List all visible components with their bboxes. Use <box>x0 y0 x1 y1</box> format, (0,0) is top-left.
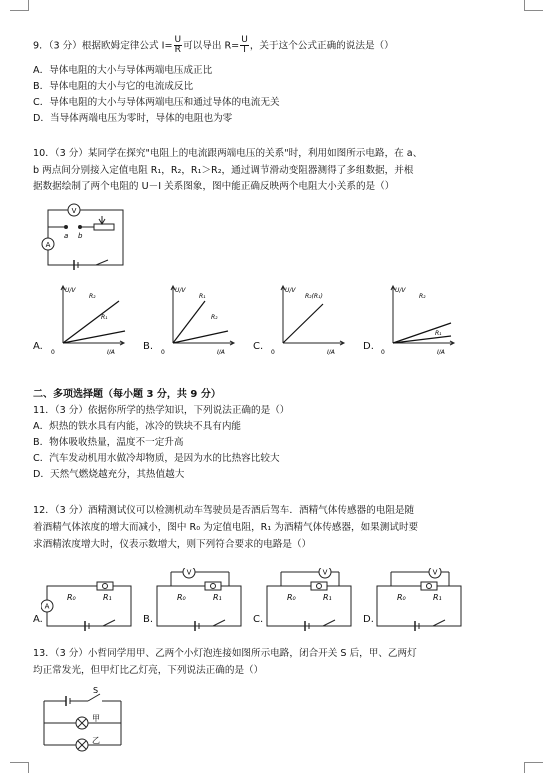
resistor-label: R₁ <box>103 593 112 602</box>
resistor-label: R₀ <box>397 593 406 602</box>
q12-circuit-diagram <box>41 568 137 632</box>
q9-fraction-u-over-r <box>174 36 183 55</box>
resistor-label: R₁ <box>213 593 222 602</box>
q10-point-b: b <box>78 232 83 240</box>
q10-graph-option-label[interactable]: D. <box>363 341 374 352</box>
q13-circuit-diagram <box>36 683 131 763</box>
q9-fraction-u-over-i <box>240 36 249 55</box>
q10-graph-option-label[interactable]: B. <box>143 341 154 352</box>
q12-circuit-diagram <box>371 568 467 632</box>
q10-graph-option-label[interactable]: A. <box>33 341 43 352</box>
q13-lamp-yi-label: 乙 <box>92 736 100 745</box>
graph-origin-label: 0 <box>161 349 165 355</box>
q9-frac2-den: I <box>243 45 246 55</box>
q11-option-c[interactable]: C．汽车发动机用水做冷却物质，是因为水的比热容比较大 <box>33 453 280 464</box>
graph-origin-label: 0 <box>381 349 385 355</box>
graph-y-label: U/V <box>285 287 296 294</box>
q9-stem-c: ，关于这个公式正确的说法是（） <box>249 40 394 52</box>
q10-ui-graph <box>269 283 349 355</box>
graph-y-label: U/V <box>395 287 406 294</box>
graph-line-label-top: R₁ <box>199 293 206 300</box>
meter-label: V <box>186 568 192 577</box>
meter-label: V <box>322 568 328 577</box>
q12-circuit-option-label[interactable]: C. <box>253 614 264 625</box>
q12-circuit-diagram <box>261 568 357 632</box>
q10-ammeter-label: A <box>45 241 51 249</box>
graph-line-label-bottom: R₂ <box>211 314 218 321</box>
q13-switch-label: S <box>93 686 99 695</box>
q10-ui-graph <box>159 283 239 355</box>
graph-line-label-top: R₂ <box>419 293 426 300</box>
crop-mark-top-right <box>524 0 543 11</box>
resistor-label: R₀ <box>287 593 296 602</box>
graph-line-label-bottom: R₁ <box>101 314 108 321</box>
q12-circuit-option-label[interactable]: D. <box>363 614 374 625</box>
graph-origin-label: 0 <box>51 349 55 355</box>
resistor-label: R₀ <box>177 593 186 602</box>
graph-y-label: U/V <box>175 287 186 294</box>
q9-stem <box>33 36 394 55</box>
q9-option-a[interactable]: A．导体电阻的大小与导体两端电压成正比 <box>33 65 213 76</box>
q9-frac1-den: R <box>174 45 181 55</box>
q13-lamp-jia-label: 甲 <box>92 714 100 723</box>
q13-stem-line-1: 13．（3 分）小哲同学用甲、乙两个小灯泡连接如图所示电路，闭合开关 S 后，甲、乙两灯 <box>33 648 417 659</box>
resistor-label: R₁ <box>323 593 332 602</box>
graph-line-label-top: R₂(R₁) <box>305 293 323 300</box>
q12-stem-line-2: 着酒精气体浓度的增大而减小，图中 R₀ 为定值电阻，R₁ 为酒精气体传感器，如果测试时要 <box>33 522 419 533</box>
q10-stem-line-2: b 两点间分别接入定值电阻 R₁，R₂，R₁＞R₂，通过调节滑动变阻器测得了多组数据，并根 <box>33 165 414 176</box>
graph-x-label: I/A <box>217 349 225 355</box>
q12-circuit-option-label[interactable]: A. <box>33 614 43 625</box>
q9-stem-b: 可以导出 R= <box>183 40 240 52</box>
meter-label: V <box>432 568 438 577</box>
q11-option-d[interactable]: D．天然气燃烧越充分，其热值越大 <box>33 469 185 480</box>
q9-option-d[interactable]: D．当导体两端电压为零时，导体的电阻也为零 <box>33 113 233 124</box>
q12-circuit-diagram <box>151 568 247 632</box>
q9-option-c[interactable]: C．导体电阻的大小与导体两端电压和通过导体的电流无关 <box>33 97 280 108</box>
q10-circuit-diagram <box>36 200 131 272</box>
q10-graph-option-label[interactable]: C. <box>253 341 264 352</box>
q9-stem-a: 9．（3 分）根据欧姆定律公式 I= <box>33 40 173 52</box>
q9-option-b[interactable]: B．导体电阻的大小与它的电流成反比 <box>33 81 194 92</box>
resistor-label: R₁ <box>433 593 442 602</box>
resistor-label: R₀ <box>67 593 76 602</box>
graph-x-label: I/A <box>327 349 335 355</box>
section-2-title: 二、多项选择题（每小题 3 分，共 9 分） <box>33 389 221 400</box>
q10-stem-line-1: 10．（3 分）某同学在探究"电阻上的电流跟两端电压的关系"时，利用如图所示电路，在 a、 <box>33 148 423 159</box>
q12-stem-line-1: 12．（3 分）酒精测试仪可以检测机动车驾驶员是否酒后驾车．酒精气体传感器的电阻是随 <box>33 505 415 516</box>
q13-stem-line-2: 均正常发光，但甲灯比乙灯亮，下列说法正确的是（） <box>33 665 264 676</box>
q10-stem-line-3: 据数据绘制了两个电阻的 U－I 关系图象，图中能正确反映两个电阻大小关系的是（） <box>33 181 395 192</box>
graph-resistor-line <box>283 304 323 343</box>
graph-line-label-top: R₂ <box>89 293 96 300</box>
graph-resistor-line <box>63 331 125 343</box>
q12-stem-line-3: 求酒精浓度增大时，仪表示数增大，则下列符合要求的电路是（） <box>33 539 312 550</box>
q10-ui-graph <box>49 283 129 355</box>
graph-origin-label: 0 <box>271 349 275 355</box>
crop-mark-bottom-left <box>10 762 29 773</box>
q9-frac1-num: U <box>174 35 182 45</box>
q10-voltmeter-label: V <box>71 207 77 215</box>
q11-option-a[interactable]: A．炽热的铁水具有内能，冰冷的铁块不具有内能 <box>33 421 242 432</box>
meter-label: A <box>44 602 50 611</box>
q9-frac2-num: U <box>241 35 248 45</box>
q11-option-b[interactable]: B．物体吸收热量，温度不一定升高 <box>33 437 184 448</box>
graph-resistor-line <box>63 301 119 343</box>
q11-stem: 11．（3 分）依据你所学的热学知识，下列说法正确的是（） <box>33 405 290 416</box>
graph-line-label-bottom: R₁ <box>435 330 442 337</box>
crop-mark-bottom-right <box>524 762 543 773</box>
graph-x-label: I/A <box>107 349 115 355</box>
graph-x-label: I/A <box>437 349 445 355</box>
crop-mark-top-left <box>10 0 29 11</box>
graph-y-label: U/V <box>65 287 76 294</box>
q10-point-a: a <box>64 232 69 240</box>
q10-ui-graph <box>379 283 459 355</box>
q12-circuit-option-label[interactable]: B. <box>143 614 154 625</box>
